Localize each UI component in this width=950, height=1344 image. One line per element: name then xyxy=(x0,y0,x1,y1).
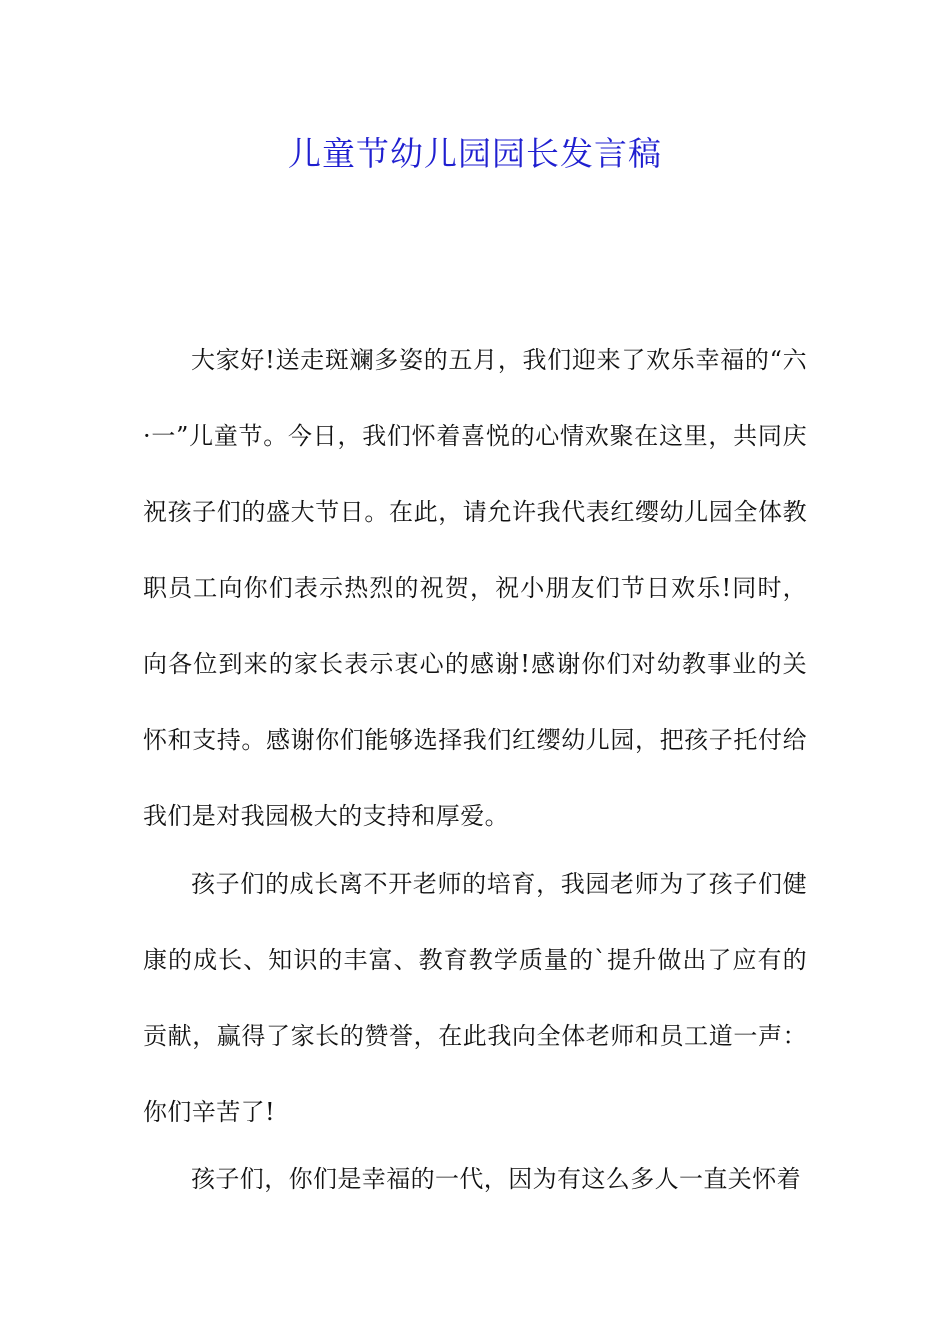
paragraph-children: 孩子们，你们是幸福的一代，因为有这么多人一直关怀着 xyxy=(191,1165,801,1193)
document-title: 儿童节幼儿园园长发言稿 xyxy=(288,134,662,173)
paragraph-teachers: 孩子们的成长离不开老师的培育，我园老师为了孩子们健康的成长、知识的丰富、教育教学质量的`提升做出了应有的贡献，赢得了家长的赞誉，在此我向全体老师和员工道一声：你们辛苦了! xyxy=(143,870,807,1126)
paragraph-greeting: 大家好!送走斑斓多姿的五月，我们迎来了欢乐幸福的“六·一”儿童节。今日，我们怀着喜悦的心情欢聚在这里，共同庆祝孩子们的盛大节日。在此，请允许我代表红缨幼儿园全体教职员工向你们表示热烈的祝贺，祝小朋友们节日欢乐!同时，向各位到来的家长表示衷心的感谢!感谢你们对幼教事业的关怀和支持。感谢你们能够选择我们红缨幼儿园，把孩子托付给我们是对我园极大的支持和厚爱。 xyxy=(143,346,807,830)
